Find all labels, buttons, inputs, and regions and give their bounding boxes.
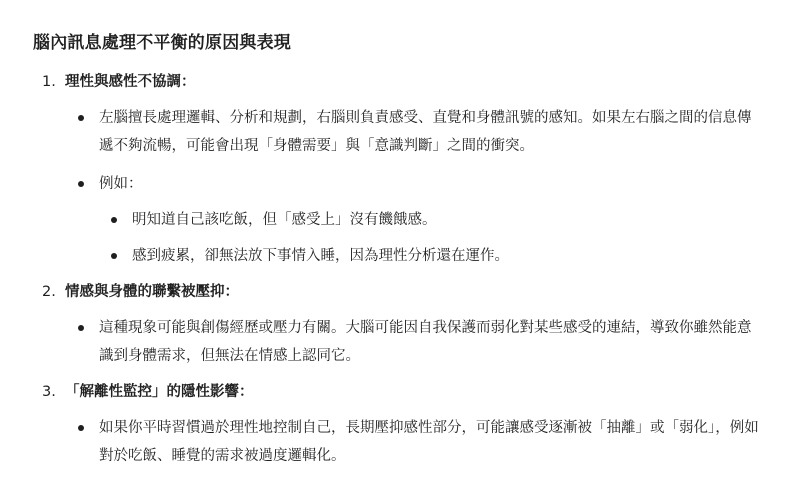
bullet-text: 左腦擅長處理邏輯、分析和規劃，右腦則負責感受、直覺和身體訊號的感知。如果左右腦之間的信息傳遞不夠流暢，可能會出現「身體需要」與「意識判斷」之間的衝突。 [99,110,752,154]
sub-bullet-text: 感到疲累，卻無法放下事情入睡，因為理性分析還在運作。 [132,248,509,264]
bullet-list [65,414,765,470]
bullet-item [65,104,765,160]
list-number: 3. [42,384,56,400]
bullet-list [65,104,765,270]
bullet-list [65,314,765,370]
list-item-heading: 「解離性監控」的隱性影響： [65,384,254,400]
list-number: 1. [42,74,56,90]
list-item-3 [33,380,765,470]
list-item-heading: 理性與感性不協調： [65,74,196,90]
sub-bullet-item [99,242,765,270]
list-item-heading: 情感與身體的聯繫被壓抑： [65,284,239,300]
bullet-item [65,314,765,370]
list-number: 2. [42,284,56,300]
sub-bullet-list [99,206,765,270]
bullet-text: 如果你平時習慣過於理性地控制自己，長期壓抑感性部分，可能讓感受逐漸被「抽離」或「弱化」，例如對於吃飯、睡覺的需求被過度邏輯化。 [99,420,759,464]
sub-bullet-item [99,206,765,234]
sub-bullet-text: 明知道自己該吃飯，但「感受上」沒有饑餓感。 [132,212,437,228]
bullet-text: 例如： [99,176,143,192]
bullet-item [65,414,765,470]
list-item-1 [33,70,765,270]
section-title: 腦內訊息處理不平衡的原因與表現 [33,33,291,53]
numbered-list [33,70,765,470]
bullet-text: 這種現象可能與創傷經歷或壓力有關。大腦可能因自我保護而弱化對某些感受的連結，導致你雖然能意識到身體需求，但無法在情感上認同它。 [99,320,752,364]
bullet-item [65,170,765,270]
list-item-2 [33,280,765,370]
